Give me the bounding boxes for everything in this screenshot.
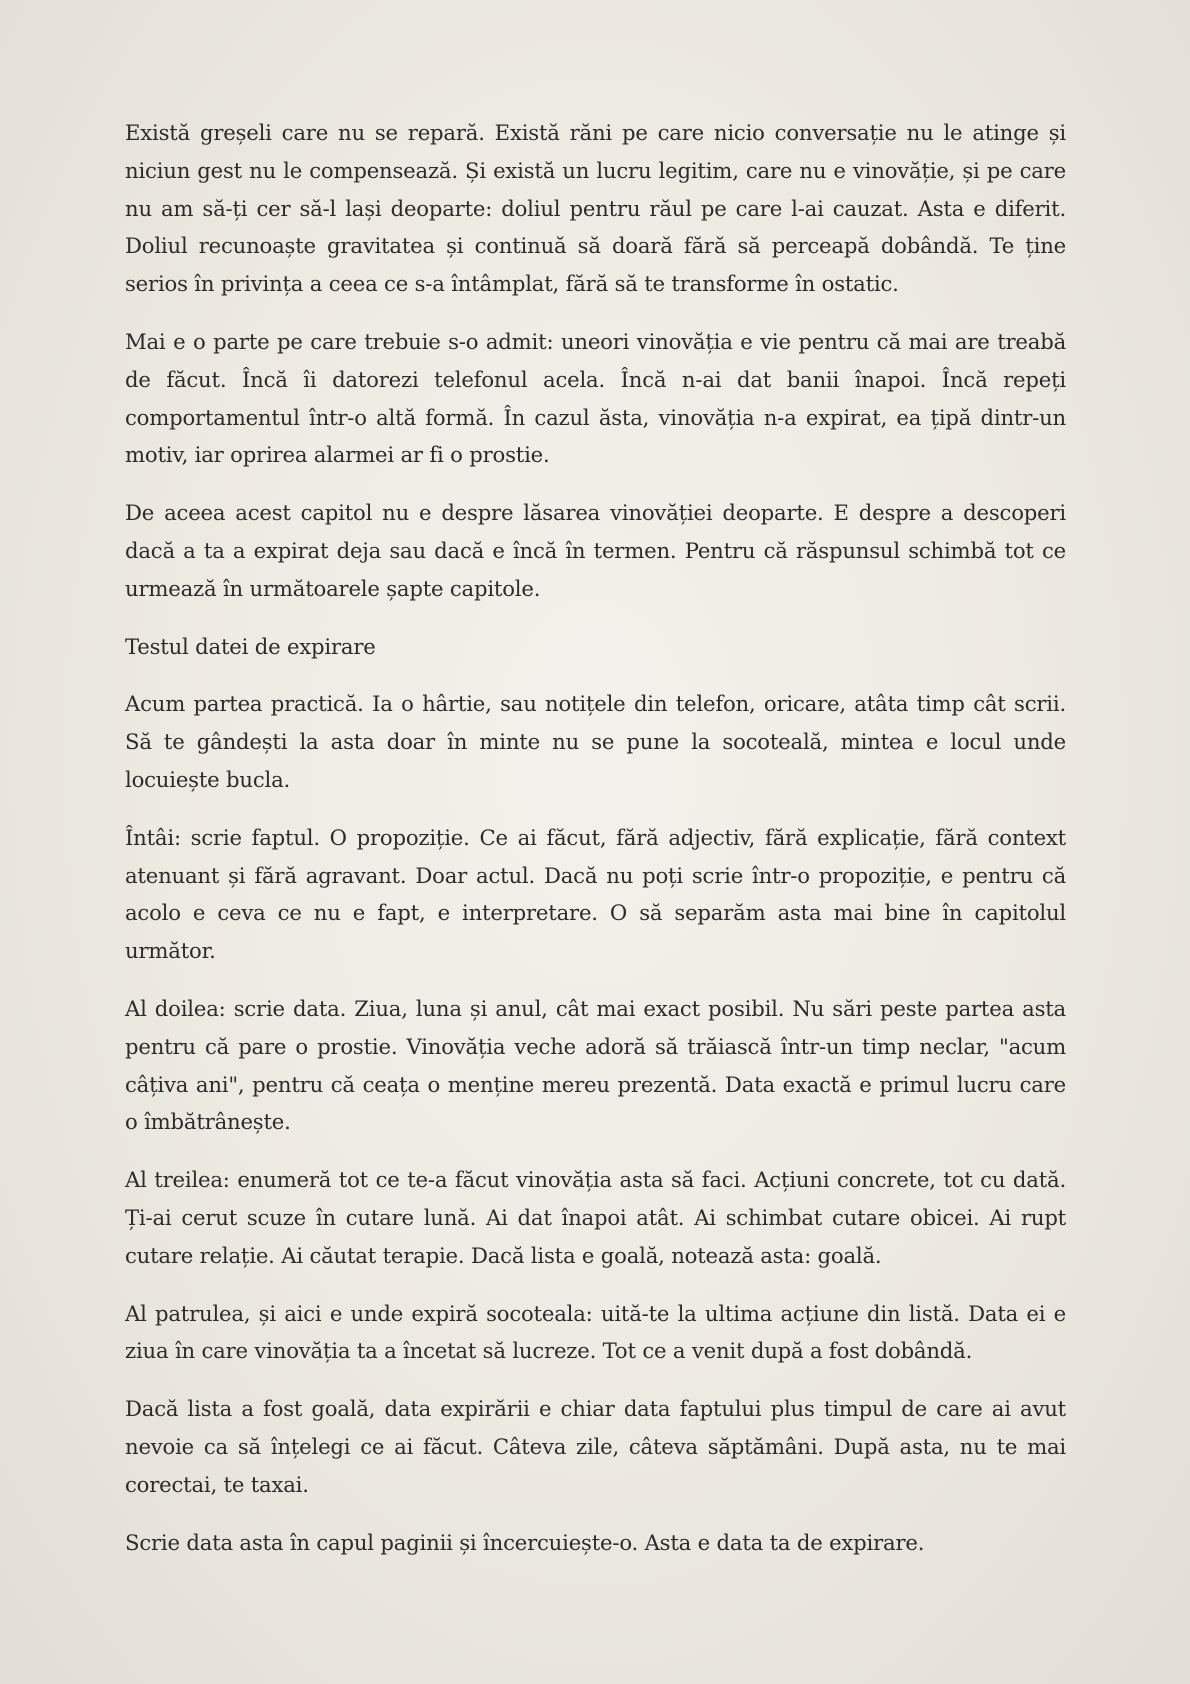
paragraph: Al treilea: enumeră tot ce te-a făcut vinovăția asta să faci. Acțiuni concrete, tot cu dată. Ți-ai cerut scuze în cutare lună. Ai dat înapoi atât. Ai schimbat cutare obicei. Ai rupt cutare relație. Ai căutat terapie. Dacă lista e goală, notează asta: goală. xyxy=(125,1167,1066,1268)
paragraph: Mai e o parte pe care trebuie s-o admit: uneori vinovăția e vie pentru că mai are treabă de făcut. Încă îi datorezi telefonul acela. Încă n-ai dat banii înapoi. Încă repeți comportamentul într-o altă formă. În cazul ăsta, vinovăția n-a expirat, ea țipă dintr-un motiv, iar oprirea alarmei ar fi o prostie. xyxy=(125,328,1066,468)
paragraph: Al patrulea, și aici e unde expiră socoteala: uită-te la ultima acțiune din listă. Data ei e ziua în care vinovăția ta a încetat să lucreze. Tot ce a venit după a fost dobândă. xyxy=(125,1300,1066,1364)
section-heading: Testul datei de expirare xyxy=(125,633,376,659)
paragraph: Dacă lista a fost goală, data expirării e chiar data faptului plus timpul de care ai avut nevoie ca să înțelegi ce ai făcut. Câteva zile, câteva săptămâni. După asta, nu te mai corectai, te taxai. xyxy=(125,1396,1066,1497)
paragraph: Al doilea: scrie data. Ziua, luna și anul, cât mai exact posibil. Nu sări peste partea asta pentru că pare o prostie. Vinovăția veche adoră să trăiască într-un timp neclar, "acum câțiva ani", pentru că ceața o menține mereu prezentă. Data exactă e primul lucru care o îmbătrânește. xyxy=(125,995,1066,1135)
paragraph: De aceea acest capitol nu e despre lăsarea vinovăției deoparte. E despre a descoperi dacă a ta a expirat deja sau dacă e încă în termen. Pentru că răspunsul schimbă tot ce urmează în următoarele șapte capitole. xyxy=(125,500,1066,601)
paragraph: Scrie data asta în capul paginii și încercuiește-o. Asta e data ta de expirare. xyxy=(125,1529,925,1555)
paragraph: Acum partea practică. Ia o hârtie, sau notițele din telefon, oricare, atâta timp cât scrii. Să te gândești la asta doar în minte nu se pune la socoteală, mintea e locul unde locuiește bucla. xyxy=(125,691,1066,792)
document-page xyxy=(125,114,1066,1581)
paragraph: Există greșeli care nu se repară. Există răni pe care nicio conversație nu le atinge și niciun gest nu le compensează. Și există un lucru legitim, care nu e vinovăție, și pe care nu am să-ți cer să-l lași deoparte: doliul pentru răul pe care l-ai cauzat. Asta e diferit. Doliul recunoaște gravitatea și continuă să doară fără să perceapă dobândă. Te ține serios în privința a ceea ce s-a întâmplat, fără să te transforme în ostatic. xyxy=(125,120,1066,297)
paragraph: Întâi: scrie faptul. O propoziție. Ce ai făcut, fără adjectiv, fără explicație, fără context atenuant și fără agravant. Doar actul. Dacă nu poți scrie într-o propoziție, e pentru că acolo e ceva ce nu e fapt, e interpretare. O să separăm asta mai bine în capitolul următor. xyxy=(125,824,1066,964)
